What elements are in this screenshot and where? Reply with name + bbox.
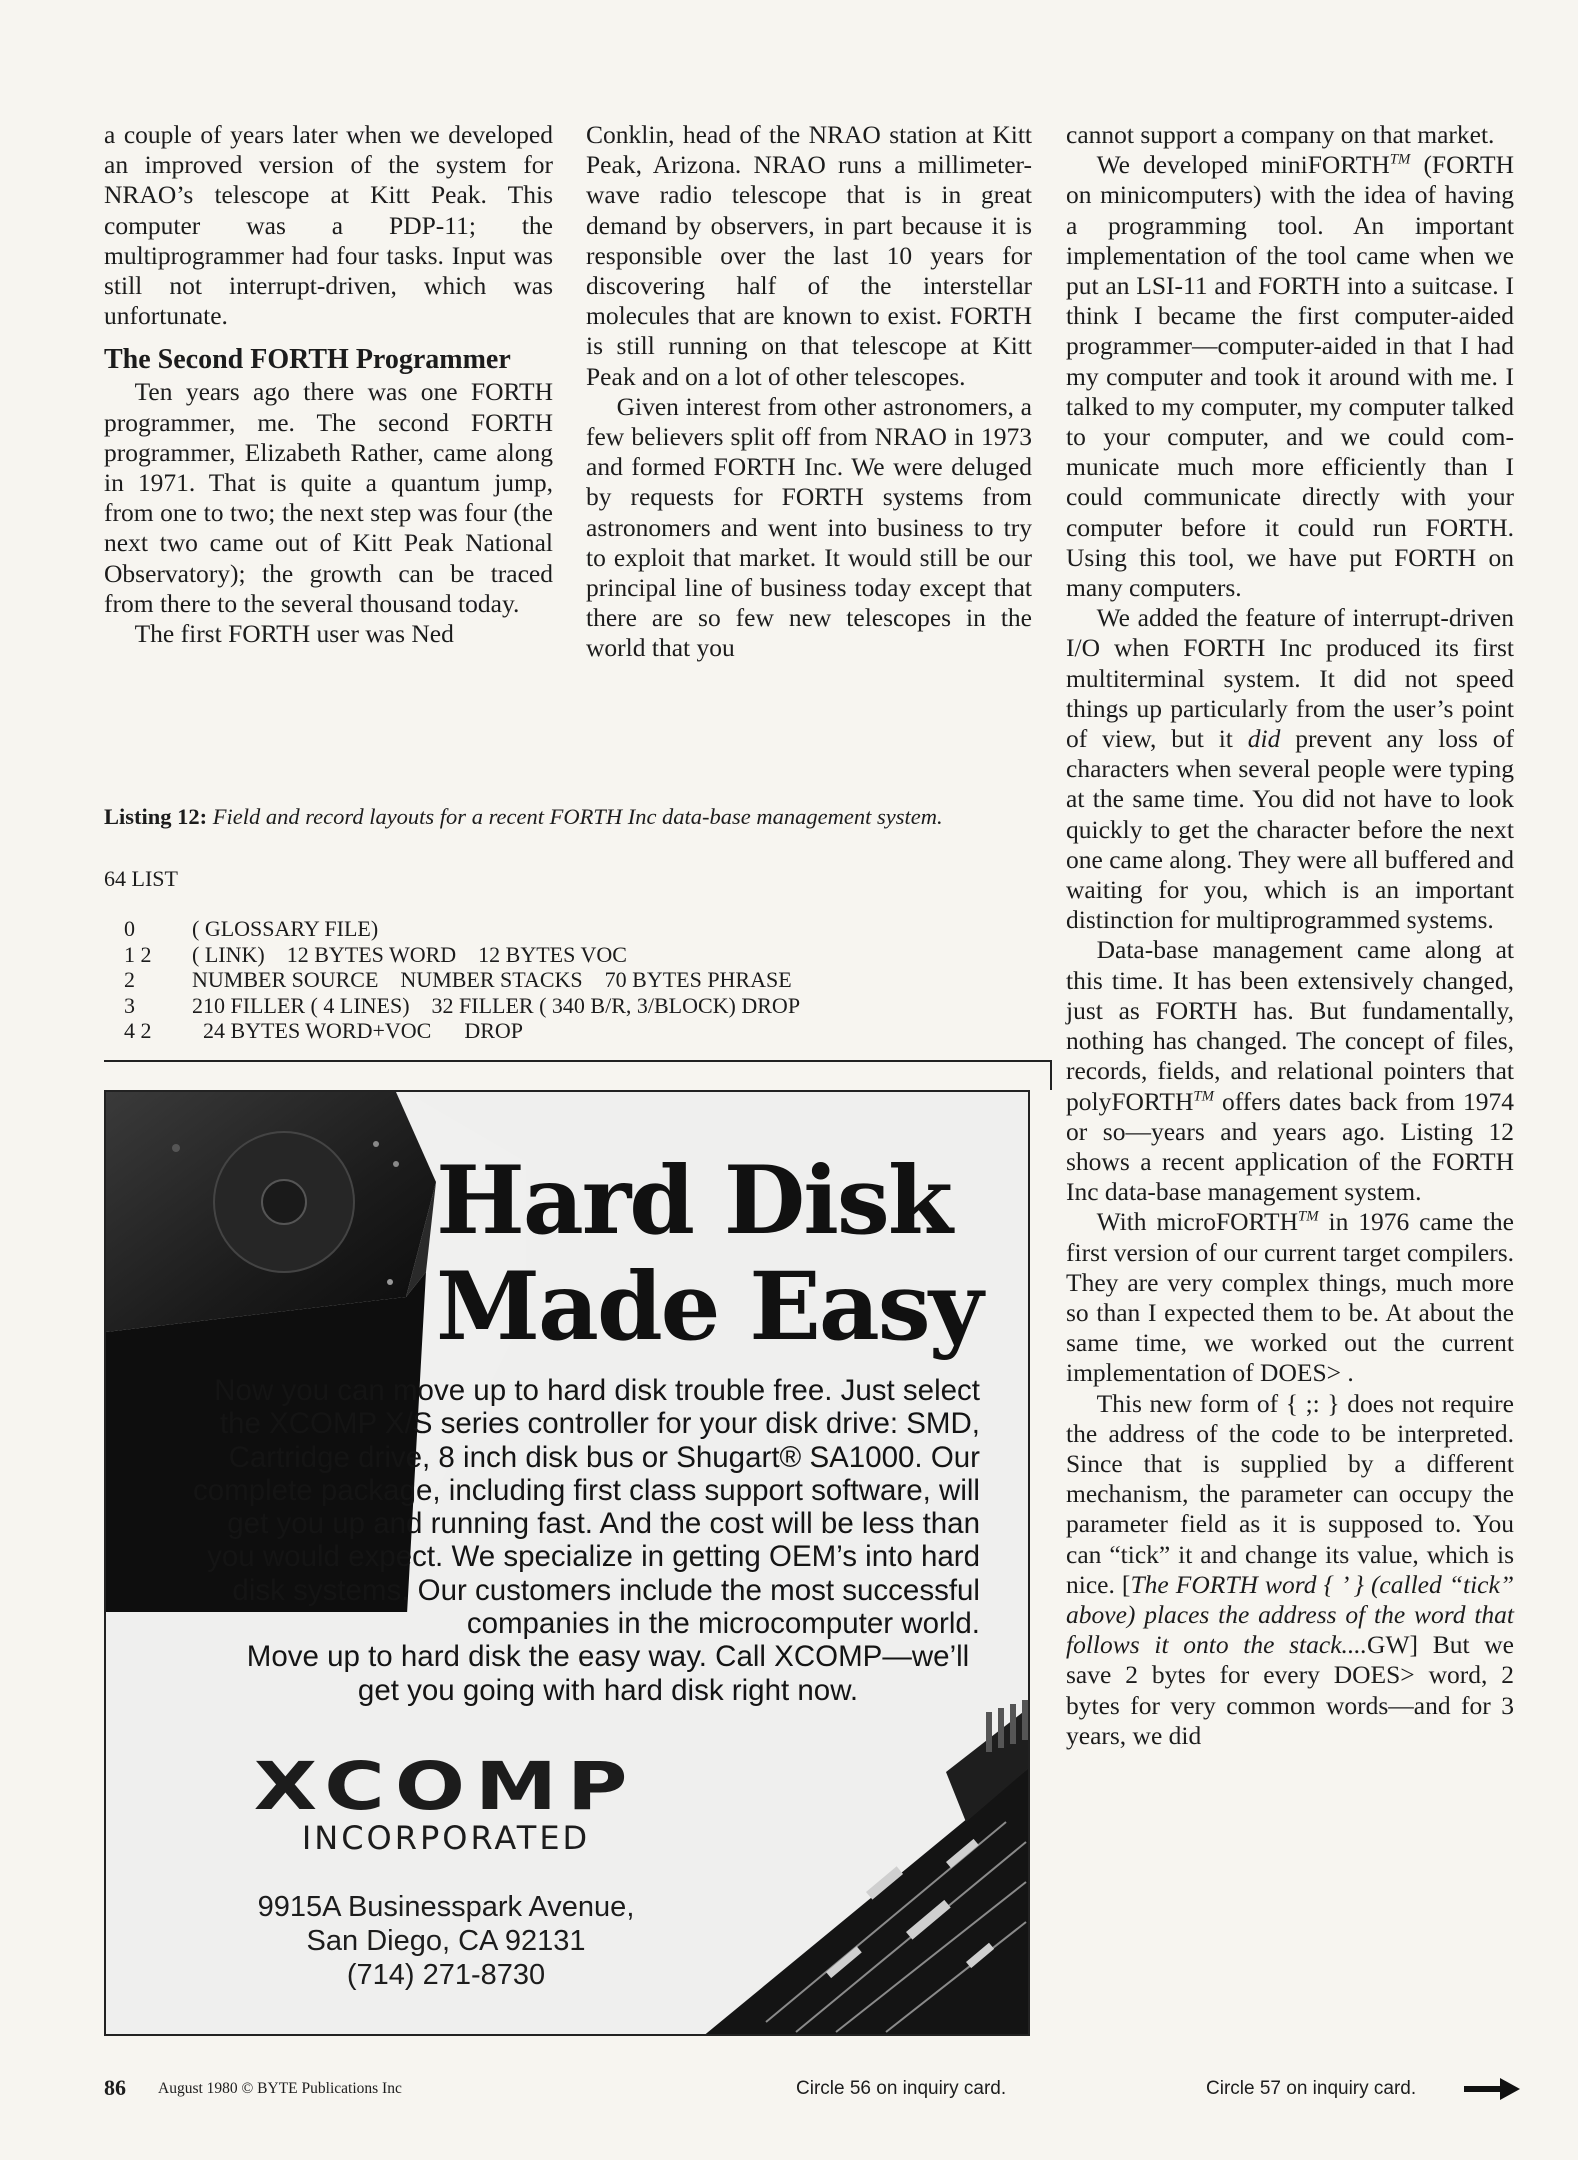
- listing-command: 64 LIST: [104, 866, 178, 891]
- article-column-2: [586, 120, 1032, 664]
- code-line-text: ( LINK) 12 BYTES WORD 12 BYTES VOC: [192, 941, 627, 967]
- trademark-mark: TM: [1389, 151, 1411, 168]
- address-line-2: San Diego, CA 92131: [306, 1925, 586, 1957]
- trademark-mark: TM: [1298, 1208, 1319, 1225]
- right-arrow-icon: [1464, 2078, 1520, 2100]
- code-line-number: 0: [124, 916, 135, 941]
- trademark-mark: TM: [1193, 1088, 1214, 1104]
- col3-paragraph-4: Data-base management came along at this time. It has been extensively changed, just as FORTH has. But fundamentally, nothing has changed. The concept of files, records, fields, and relational pointers that polyFORTH™ offers dates back from 1974 or so—years and years ago. Listing 12 shows a recent application of the FORTH Inc data-base management system.: [1066, 935, 1514, 1207]
- inquiry-note-57: Circle 57 on inquiry card.: [1206, 2078, 1417, 2099]
- xcomp-logo: [236, 1748, 656, 1857]
- code-line-number: 2: [124, 967, 135, 992]
- listing-caption: [104, 802, 1036, 832]
- col3-paragraph-2: We developed miniFORTH™ (FORTH on minicomputers) with the idea of having a programming tool. An important implementation of the tool came when we put an LSI-11 and FORTH into a suitcase. I think I became the first computer-aided programmer—computer-aided in that I had my computer and took it around with me. I talked to my computer, my computer talked to your computer, and we could communicate much more efficiently than I could communicate directly with your computer before it could run FORTH. Using this tool, we have put FORTH on many computers.: [1066, 150, 1515, 603]
- address-line-1: 9915A Businesspark Avenue,: [257, 1891, 635, 1923]
- listing-caption-text: Field and record layouts for a recent FORTH Inc data-base management system.: [207, 804, 943, 829]
- editor-initials: GW: [1367, 1630, 1410, 1660]
- ad-closing-text: Move up to hard disk the easy way. Call XCOMP—we’ll get you going with hard disk right now.: [246, 1640, 970, 1707]
- issue-line: August 1980 © BYTE Publications Inc: [158, 2080, 402, 2097]
- col1-paragraph-3: The first FORTH user was Ned: [134, 619, 454, 649]
- section-heading: The Second FORTH Programmer: [104, 344, 511, 376]
- phone-number: (714) 271-8730: [346, 1959, 546, 1991]
- col2-paragraph-1: Conklin, head of the NRAO station at Kitt Peak, Arizona. NRAO runs a millimeter-wave radio telescope that is in great demand by observers, in part because it is responsible over the last 10 years for discovering half of the interstellar molecules that are known to exist. FORTH is still running on that telescope at Kitt Peak and on a lot of other telescopes.: [586, 120, 1032, 391]
- code-line-text: 24 BYTES WORD+VOC DROP: [192, 1018, 524, 1043]
- col3-paragraph-5: With microFORTH™ in 1976 came the first version of our current target compilers. They are very complex things, much more so than I expected them to be. At about the same time, we worked out the current implementation of DOES> .: [1066, 1207, 1515, 1388]
- code-line-number: 4 2: [124, 1018, 152, 1043]
- col1-paragraph-1: a couple of years later when we developed an improved version of the system for NRAO’s telescope at Kitt Peak. This computer was a PDP-11; the multiprogrammer had four tasks. Input was still not interrupt-driven, which was unfortunate.: [104, 120, 553, 331]
- listing-label: Listing 12:: [104, 804, 208, 829]
- ad-headline: Hard Disk Made Easy: [436, 1146, 982, 1362]
- editor-note: The FORTH word { ’ } (called “tick” above) places the address of the word that follows it onto the stack....: [1066, 1569, 1514, 1660]
- col3-paragraph-1: cannot support a company on that market.: [1066, 120, 1495, 149]
- inquiry-note-56: Circle 56 on inquiry card.: [796, 2078, 1007, 2099]
- ad-body-copy: [176, 1374, 980, 1707]
- code-line-text: ( GLOSSARY FILE): [192, 916, 379, 941]
- col2-paragraph-2: Given interest from other astronomers, a few believers split off from NRAO in 1973 and formed FORTH Inc. We were deluged by requests for FORTH systems from astronomers and went into business to try to exploit that market. It would still be our principal line of business today except that there are so few new telescopes in the world that you: [586, 391, 1032, 663]
- ad-right-rule: [1050, 1060, 1052, 1090]
- brand-subtitle: INCORPORATED: [301, 1819, 591, 1857]
- code-line-number: 3: [124, 992, 135, 1018]
- col3-paragraph-6: This new form of { ;: } does not require the address of the code to be interpreted. Since that is supplied by a different mechanism, the parameter can occupy the parameter field as it is supposed to. You can “tick” it and change its value, which is nice. [The FORTH word { ’ } (called “tick” above) places the address of the word that follows it onto the stack....GW] But we save 2 bytes for every DOES> word, 2 bytes for very common words—and for 3 years, we did: [1066, 1388, 1514, 1750]
- article-column-1: [104, 120, 553, 649]
- col1-paragraph-2: Ten years ago there was one FORTH programmer, me. The second FORTH programmer, Elizabeth Rather, came along in 1971. That is quite a quantum jump, from one to two; the next step was four (the next two came out of Kitt Peak National Observatory); the growth can be traced from there to the several thousand today.: [104, 377, 553, 618]
- page-number: 86: [104, 2075, 126, 2100]
- brand-name: XCOMP: [254, 1748, 638, 1825]
- code-line-text: 210 FILLER ( 4 LINES) 32 FILLER ( 340 B/R, 3/BLOCK) DROP: [192, 992, 801, 1018]
- col3-paragraph-3: We added the feature of interrupt-driven I/O when FORTH Inc produced its first multiterminal system. It did not speed things up particularly from the user’s point of view, but it did prevent any loss of characters when several people were typing at the same time. You did not have to look quickly to get the character before the next one came along. They were all buffered and waiting for you, which is an important distinction for multiprogrammed systems.: [1066, 603, 1514, 935]
- ad-address: [236, 1890, 656, 1992]
- code-line-number: 1 2: [124, 941, 152, 967]
- code-line-text: NUMBER SOURCE NUMBER STACKS 70 BYTES PHRASE: [192, 967, 792, 992]
- ad-top-rule: [104, 1060, 1052, 1062]
- ad-body-text: Now you can move up to hard disk trouble free. Just select the XCOMP X/S series controller for your disk drive: SMD, Cartridge drive, 8 inch disk bus or Shugart® SA1000. Our complete package, including first class support software, will get you up and running fast. And the cost will be less than you would expect. We specialize in getting OEM’s into hard disk systems. Our customers include the most successful companies in the microcomputer world.: [192, 1374, 980, 1641]
- xcomp-advertisement: [104, 1090, 1030, 2036]
- emphasis-did: did: [1247, 724, 1281, 754]
- article-column-3: [1066, 120, 1514, 1751]
